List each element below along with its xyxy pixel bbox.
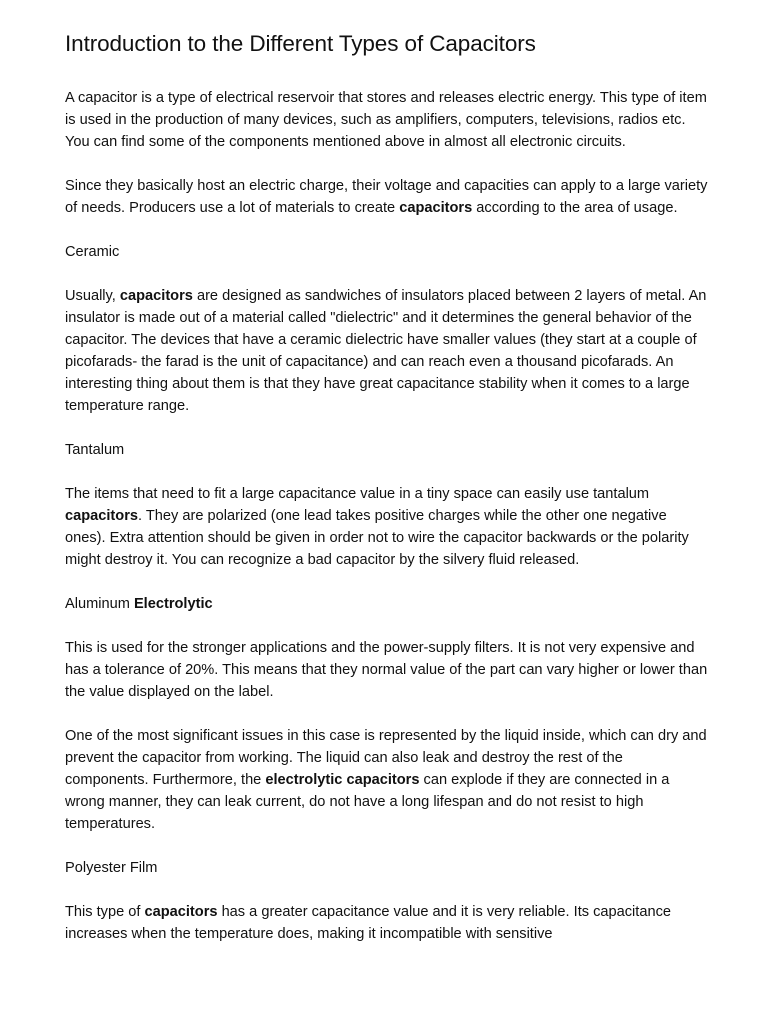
text-segment: Tantalum [65, 442, 125, 458]
text-segment: are designed as sandwiches of insulators placed between 2 layers of metal. An insulator is made out of a material called "dielectric" and it determines the general behavior of the capacitor. The devices that have a ceramic dielectric have smaller values (they start at a couple of picofarads- the farad is the unit of capacitance) and can reach even a thousand picofarads. An interesting thing about them is that they have great capacitance stability when it comes to a large temperature range. [65, 288, 707, 414]
text-segment: can explode if they are connected in a wrong manner, they can leak current, do not have a long lifespan and do not resist to high temperatures. [65, 772, 670, 832]
section-heading [65, 439, 708, 461]
text-segment: Usually, [65, 288, 120, 304]
paragraph [65, 285, 708, 417]
text-segment: One of the most significant issues in this case is represented by the liquid inside, which can dry and prevent the capacitor from working. The liquid can also leak and destroy the rest of the components. Furthermore, the [65, 728, 707, 788]
section-heading [65, 857, 708, 879]
text-segment: Ceramic [65, 244, 120, 260]
text-segment: Aluminum [65, 596, 134, 612]
paragraph [65, 901, 708, 945]
section-heading [65, 241, 708, 263]
text-segment: This type of [65, 904, 145, 920]
paragraph [65, 175, 708, 219]
bold-keyword: electrolytic capacitors [265, 772, 420, 788]
text-segment: has a greater capacitance value and it is very reliable. Its capacitance increases when the temperature does, making it incompatible with sensitive [65, 904, 671, 942]
text-segment: Since they basically host an electric charge, their voltage and capacities can apply to a large variety of needs. Producers use a lot of materials to create [65, 178, 708, 216]
text-segment: according to the area of usage. [472, 200, 678, 216]
paragraph [65, 637, 708, 703]
bold-keyword: capacitors [399, 200, 473, 216]
bold-keyword: Electrolytic [133, 596, 213, 612]
text-segment: . They are polarized (one lead takes positive charges while the other one negative ones). Extra attention should be given in order not to wire the capacitor backwards or the polarity might destroy it. You can recognize a bad capacitor by the silvery fluid released. [65, 508, 689, 568]
paragraph [65, 725, 708, 835]
bold-keyword: capacitors [119, 288, 193, 304]
document-body [65, 87, 708, 945]
text-segment: The items that need to fit a large capacitance value in a tiny space can easily use tantalum [65, 486, 650, 502]
bold-keyword: capacitors [65, 508, 139, 524]
paragraph [65, 87, 708, 153]
paragraph [65, 483, 708, 571]
text-segment: A capacitor is a type of electrical reservoir that stores and releases electric energy. This type of item is used in the production of many devices, such as amplifiers, computers, televisions, radios etc. You can find some of the components mentioned above in almost all electronic circuits. [65, 90, 707, 150]
page-title: Introduction to the Different Types of Capacitors [65, 31, 536, 56]
section-heading [65, 593, 708, 615]
text-segment: This is used for the stronger applications and the power-supply filters. It is not very expensive and has a tolerance of 20%. This means that they normal value of the part can vary higher or lower than the value displayed on the label. [65, 640, 708, 700]
text-segment: Polyester Film [65, 860, 158, 876]
bold-keyword: capacitors [144, 904, 218, 920]
